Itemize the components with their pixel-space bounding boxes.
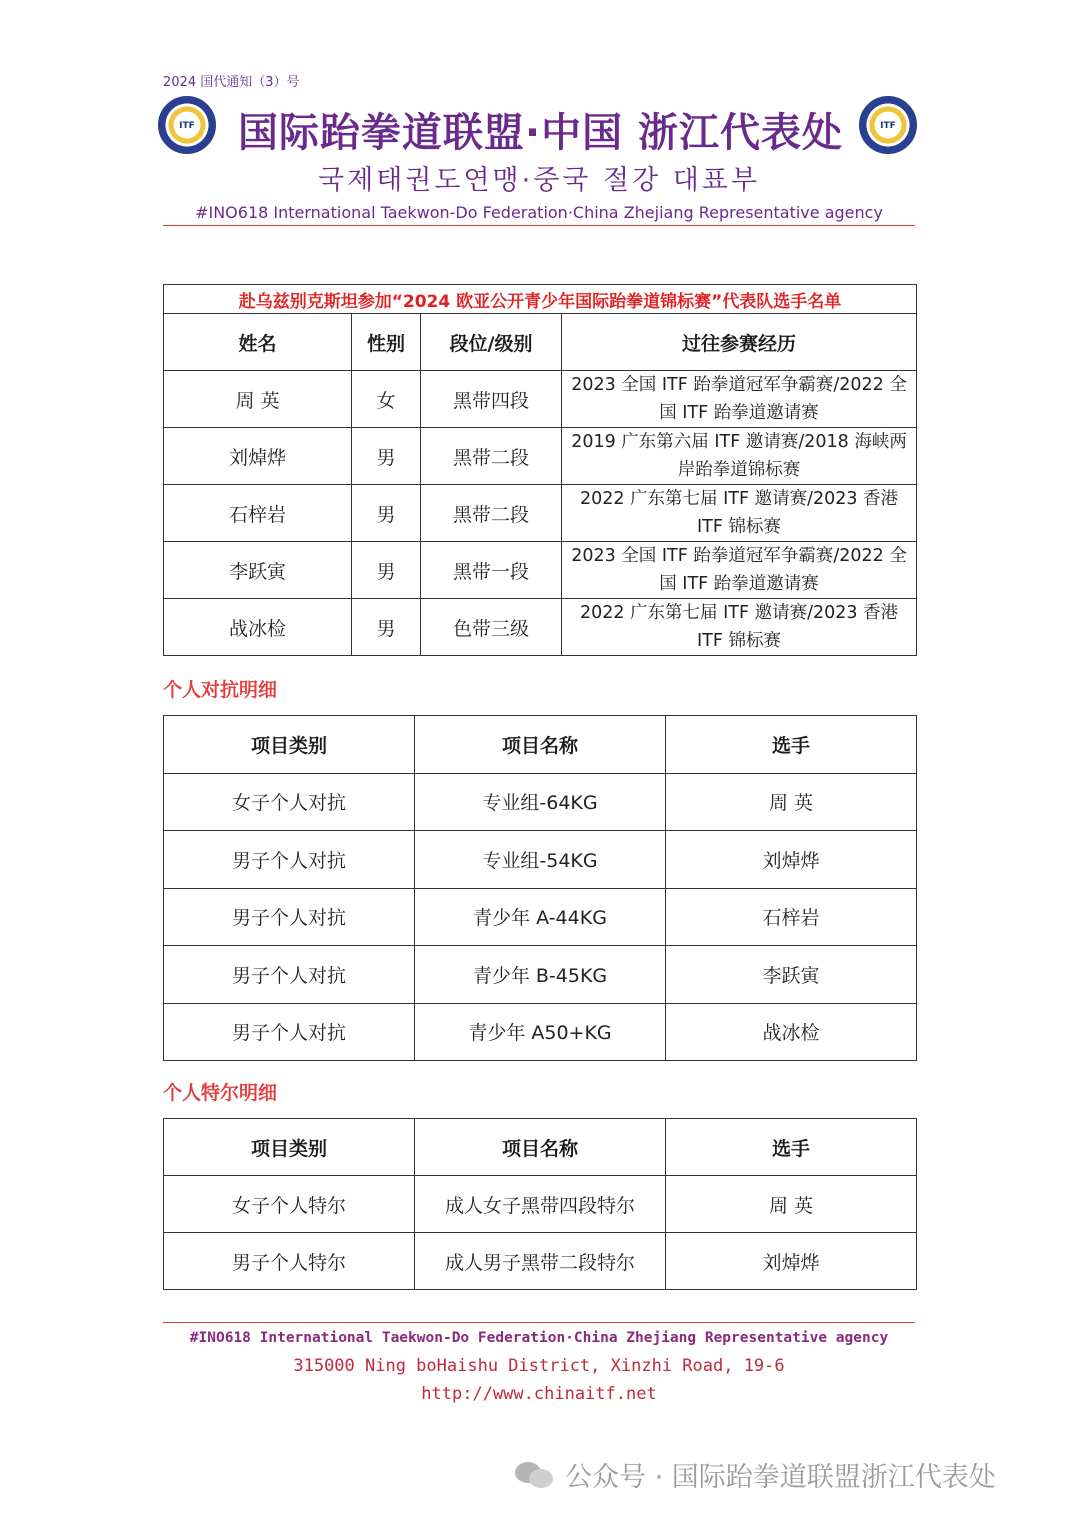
event-athlete: 刘焯烨 bbox=[666, 1233, 917, 1290]
event-athlete: 周 英 bbox=[666, 1176, 917, 1233]
watermark-text: 公众号 · 国际跆拳道联盟浙江代表处 bbox=[565, 1462, 996, 1493]
table-row bbox=[164, 428, 917, 485]
sparring-section-title: 个人对抗明细 bbox=[163, 679, 278, 701]
roster-caption: 赴乌兹别克斯坦参加“2024 欧亚公开青少年国际跆拳道锦标赛”代表队选手名单 bbox=[164, 285, 917, 314]
logo-right-text: ITF bbox=[880, 121, 896, 131]
event-name: 青少年 A50+KG bbox=[415, 1003, 666, 1061]
athlete-rank: 黑带二段 bbox=[421, 485, 562, 542]
header-divider bbox=[163, 225, 915, 226]
table-row bbox=[164, 888, 917, 946]
table-row bbox=[164, 946, 917, 1004]
header-event: 项目名称 bbox=[415, 1119, 666, 1176]
header-event: 项目名称 bbox=[415, 716, 666, 774]
table-row bbox=[164, 1233, 917, 1290]
athlete-history: 2023 全国 ITF 跆拳道冠军争霸赛/2022 全国 ITF 跆拳道邀请赛 bbox=[562, 542, 917, 599]
athlete-gender: 男 bbox=[352, 599, 421, 656]
table-row bbox=[164, 485, 917, 542]
footer-org-name: #INO618 International Taekwon-Do Federation·China Zhejiang Representative agency bbox=[189, 1330, 889, 1346]
event-athlete: 战冰检 bbox=[666, 1003, 917, 1061]
table-row bbox=[164, 371, 917, 428]
header-history: 过往参赛经历 bbox=[562, 314, 917, 371]
table-row bbox=[164, 599, 917, 656]
athlete-name: 刘焯烨 bbox=[164, 428, 352, 485]
athlete-name: 石梓岩 bbox=[164, 485, 352, 542]
event-category: 女子个人对抗 bbox=[164, 773, 415, 831]
header-rank: 段位/级别 bbox=[421, 314, 562, 371]
table-row bbox=[164, 831, 917, 889]
event-name: 成人女子黑带四段特尔 bbox=[415, 1176, 666, 1233]
athlete-history: 2023 全国 ITF 跆拳道冠军争霸赛/2022 全国 ITF 跆拳道邀请赛 bbox=[562, 371, 917, 428]
logo-left-text: ITF bbox=[179, 121, 195, 131]
header-athlete: 选手 bbox=[666, 1119, 917, 1176]
footer-divider bbox=[163, 1322, 915, 1323]
title-chinese: 国际跆拳道联盟·中国 浙江代表处 bbox=[237, 110, 844, 156]
athlete-gender: 男 bbox=[352, 428, 421, 485]
event-athlete: 周 英 bbox=[666, 773, 917, 831]
patterns-section-title: 个人特尔明细 bbox=[163, 1082, 278, 1104]
wechat-icon bbox=[515, 1460, 557, 1490]
athlete-name: 战冰检 bbox=[164, 599, 352, 656]
event-name: 专业组-54KG bbox=[415, 831, 666, 889]
athlete-rank: 黑带二段 bbox=[421, 428, 562, 485]
athlete-gender: 女 bbox=[352, 371, 421, 428]
itf-logo-right bbox=[859, 96, 917, 154]
itf-logo-left bbox=[158, 96, 216, 154]
event-name: 专业组-64KG bbox=[415, 773, 666, 831]
event-name: 青少年 B-45KG bbox=[415, 946, 666, 1004]
header-gender: 性别 bbox=[352, 314, 421, 371]
event-category: 男子个人特尔 bbox=[164, 1233, 415, 1290]
event-name: 成人男子黑带二段特尔 bbox=[415, 1233, 666, 1290]
table-row bbox=[164, 773, 917, 831]
table-row bbox=[164, 542, 917, 599]
header-category: 项目类别 bbox=[164, 1119, 415, 1176]
document-number: 2024 国代通知（3）号 bbox=[163, 75, 300, 90]
watermark bbox=[515, 1455, 996, 1494]
athlete-history: 2019 广东第六届 ITF 邀请赛/2018 海峡两岸跆拳道锦标赛 bbox=[562, 428, 917, 485]
athlete-history: 2022 广东第七届 ITF 邀请赛/2023 香港 ITF 锦标赛 bbox=[562, 599, 917, 656]
sparring-table bbox=[163, 715, 917, 1061]
athlete-name: 李跃寅 bbox=[164, 542, 352, 599]
event-category: 男子个人对抗 bbox=[164, 946, 415, 1004]
patterns-table bbox=[163, 1118, 917, 1290]
event-category: 男子个人对抗 bbox=[164, 831, 415, 889]
header-athlete: 选手 bbox=[666, 716, 917, 774]
athlete-rank: 黑带一段 bbox=[421, 542, 562, 599]
event-category: 男子个人对抗 bbox=[164, 1003, 415, 1061]
header-name: 姓名 bbox=[164, 314, 352, 371]
event-athlete: 李跃寅 bbox=[666, 946, 917, 1004]
roster-table bbox=[163, 284, 917, 656]
athlete-name: 周 英 bbox=[164, 371, 352, 428]
header-category: 项目类别 bbox=[164, 716, 415, 774]
event-category: 男子个人对抗 bbox=[164, 888, 415, 946]
table-row bbox=[164, 1176, 917, 1233]
athlete-rank: 黑带四段 bbox=[421, 371, 562, 428]
footer-url[interactable]: http://www.chinaitf.net bbox=[421, 1384, 657, 1404]
footer-address: 315000 Ning boHaishu District, Xinzhi Road, 19-6 bbox=[293, 1356, 785, 1376]
table-row bbox=[164, 1003, 917, 1061]
athlete-rank: 色带三级 bbox=[421, 599, 562, 656]
athlete-history: 2022 广东第七届 ITF 邀请赛/2023 香港 ITF 锦标赛 bbox=[562, 485, 917, 542]
event-athlete: 石梓岩 bbox=[666, 888, 917, 946]
title-korean: 국제태권도연맹·중국 절강 대표부 bbox=[318, 165, 760, 196]
event-category: 女子个人特尔 bbox=[164, 1176, 415, 1233]
title-english: #INO618 International Taekwon-Do Federation·China Zhejiang Representative agency bbox=[195, 203, 883, 222]
event-name: 青少年 A-44KG bbox=[415, 888, 666, 946]
event-athlete: 刘焯烨 bbox=[666, 831, 917, 889]
athlete-gender: 男 bbox=[352, 542, 421, 599]
athlete-gender: 男 bbox=[352, 485, 421, 542]
